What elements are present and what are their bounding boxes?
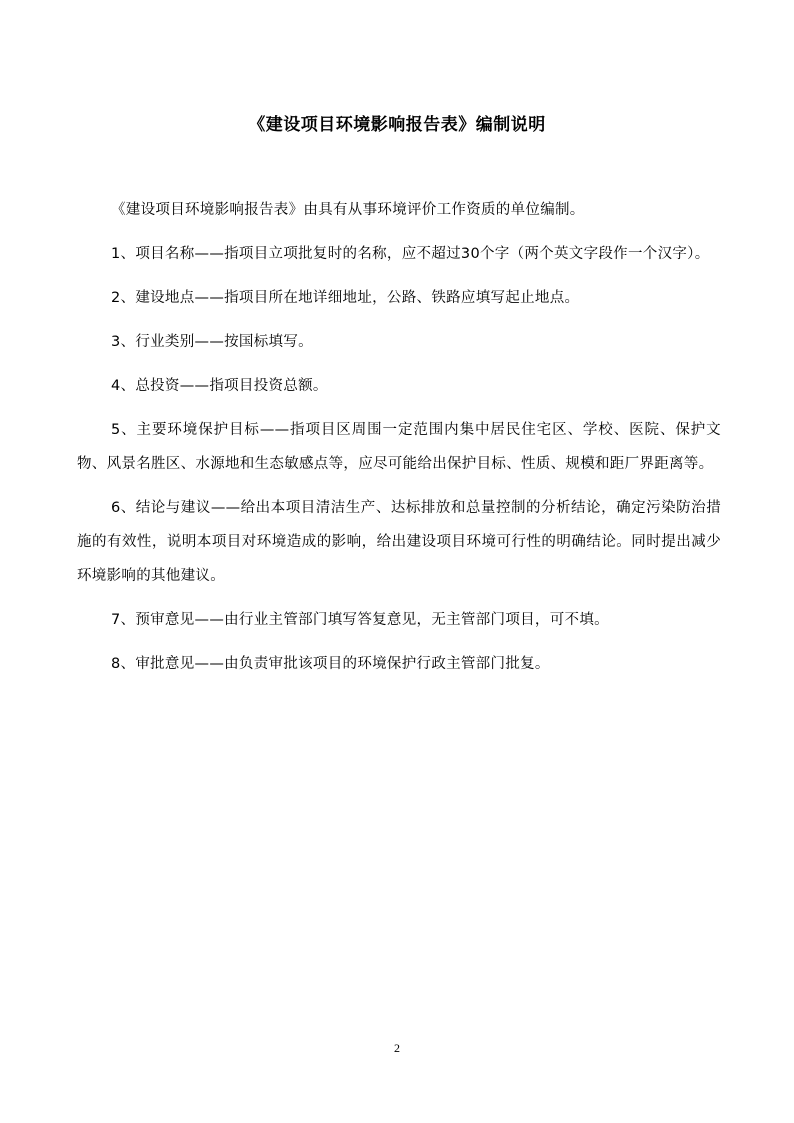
item-total-investment: 4、总投资——指项目投资总额。: [111, 378, 328, 394]
item-approval-opinion: 8、审批意见——由负责审批该项目的环境保护行政主管部门批复。: [111, 656, 550, 672]
item-project-name: 1、项目名称——指项目立项批复时的名称，应不超过30个字（两个英文字段作一个汉字）。: [111, 246, 710, 262]
item-preliminary-review: 7、预审意见——由行业主管部门填写答复意见，无主管部门项目，可不填。: [111, 612, 609, 628]
item-industry-category: 3、行业类别——按国标填写。: [111, 334, 313, 350]
page-number: 2: [394, 1041, 400, 1055]
item-conclusions: 6、结论与建议——给出本项目清洁生产、达标排放和总量控制的分析结论，确定污染防治措施的有效性，说明本项目对环境造成的影响，给出建设项目环境可行性的明确结论。同时提出减少环境影响的其他建议。: [77, 500, 721, 584]
intro-paragraph: 《建设项目环境影响报告表》由具有从事环境评价工作资质的单位编制。: [111, 202, 585, 218]
document-body: [77, 193, 721, 691]
item-construction-site: 2、建设地点——指项目所在地详细地址，公路、铁路应填写起止地点。: [111, 290, 580, 306]
item-protection-targets: 5、主要环境保护目标——指项目区周围一定范围内集中居民住宅区、学校、医院、保护文物、风景名胜区、水源地和生态敏感点等，应尽可能给出保护目标、性质、规模和距厂界距离等。: [77, 422, 721, 472]
document-title: 《建设项目环境影响报告表》编制说明: [248, 115, 546, 135]
